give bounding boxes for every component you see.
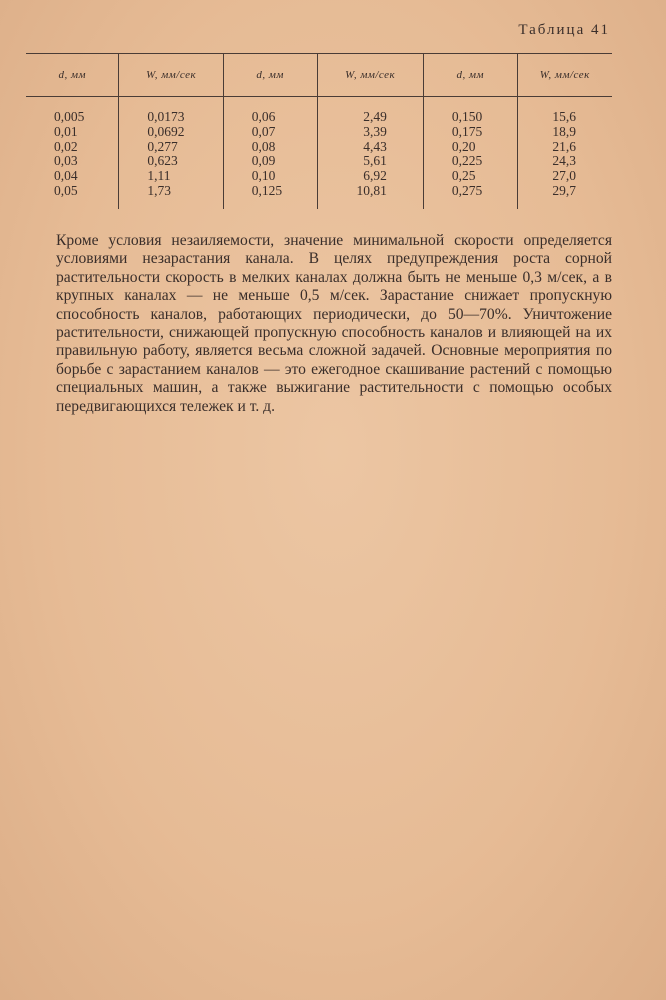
table-cell: 0,04	[54, 168, 78, 184]
data-table	[26, 53, 612, 209]
table-cell: 18,9	[517, 125, 612, 140]
table-cell: 0,175	[423, 125, 517, 140]
table-cell: 0,10	[223, 169, 317, 184]
column-header: W, мм/сек	[517, 54, 612, 97]
table-row	[26, 125, 612, 140]
table-header-row	[26, 54, 612, 97]
table-row	[26, 169, 612, 184]
column-header: d, мм	[423, 54, 517, 97]
table-row	[26, 184, 612, 209]
table-cell: 10,81	[317, 184, 423, 209]
table-cell: 0,150	[423, 110, 517, 125]
table-cell: 0,25	[423, 169, 517, 184]
column-header: W, мм/сек	[119, 54, 223, 97]
table-cell: 0,07	[223, 125, 317, 140]
table-cell: 21,6	[517, 140, 612, 155]
table-cell: 1,11	[119, 169, 223, 184]
table-cell: 0,01	[54, 123, 78, 139]
table-cell: 29,7	[517, 184, 612, 209]
table-cell: 1,73	[119, 184, 223, 209]
table-cell: 0,005	[54, 109, 85, 124]
column-header: d, мм	[58, 69, 86, 81]
table-cell: 0,125	[223, 184, 317, 209]
table-cell: 0,09	[223, 154, 317, 169]
table-cell: 24,3	[517, 154, 612, 169]
table-cell: 0,06	[223, 110, 317, 125]
body-paragraph: Кроме условия незаиляемости, значение минимальной скорости определяется условиями незарастания канала. В целях предупреждения роста сорной растительности скорость в мелких каналах должна быть не меньше 0,3 м/сек, а в крупных каналах — не меньше 0,5 м/сек. Зарастание снижает пропускную способность каналов, работающих периодически, до 50—70%. Уничтожение растительности, снижающей пропускную способность каналов и влияющей на их правильную работу, является весьма сложной задачей. Основные мероприятия по борьбе с зарастанием каналов — это ежегодное скашивание растений с помощью специальных машин, а также выжигание растительности с помощью особых передвигающихся тележек и т. д.	[56, 232, 612, 415]
table-cell: 0,03	[54, 153, 78, 169]
table-cell: 0,275	[423, 184, 517, 209]
table-cell: 0,623	[119, 154, 223, 169]
table-cell: 0,05	[54, 182, 78, 198]
table-cell: 5,61	[317, 154, 423, 169]
table-cell: 0,0173	[119, 110, 223, 125]
table-cell: 6,92	[317, 169, 423, 184]
table-cell: 0,20	[423, 140, 517, 155]
table-cell: 2,49	[317, 110, 423, 125]
table-cell: 0,225	[423, 154, 517, 169]
table-row	[26, 110, 612, 125]
table-cell: 0,02	[54, 138, 78, 154]
table-cell: 15,6	[517, 110, 612, 125]
table-cell: 0,08	[223, 140, 317, 155]
body-paragraph-block	[56, 232, 612, 416]
column-header: d, мм	[223, 54, 317, 97]
column-header: W, мм/сек	[317, 54, 423, 97]
table-cell: 3,39	[317, 125, 423, 140]
table-cell: 4,43	[317, 140, 423, 155]
table-cell: 27,0	[517, 169, 612, 184]
table-cell: 0,277	[119, 140, 223, 155]
table-row	[26, 154, 612, 169]
table-cell: 0,0692	[119, 125, 223, 140]
table-row	[26, 140, 612, 155]
table-title: Таблица 41	[518, 22, 610, 38]
